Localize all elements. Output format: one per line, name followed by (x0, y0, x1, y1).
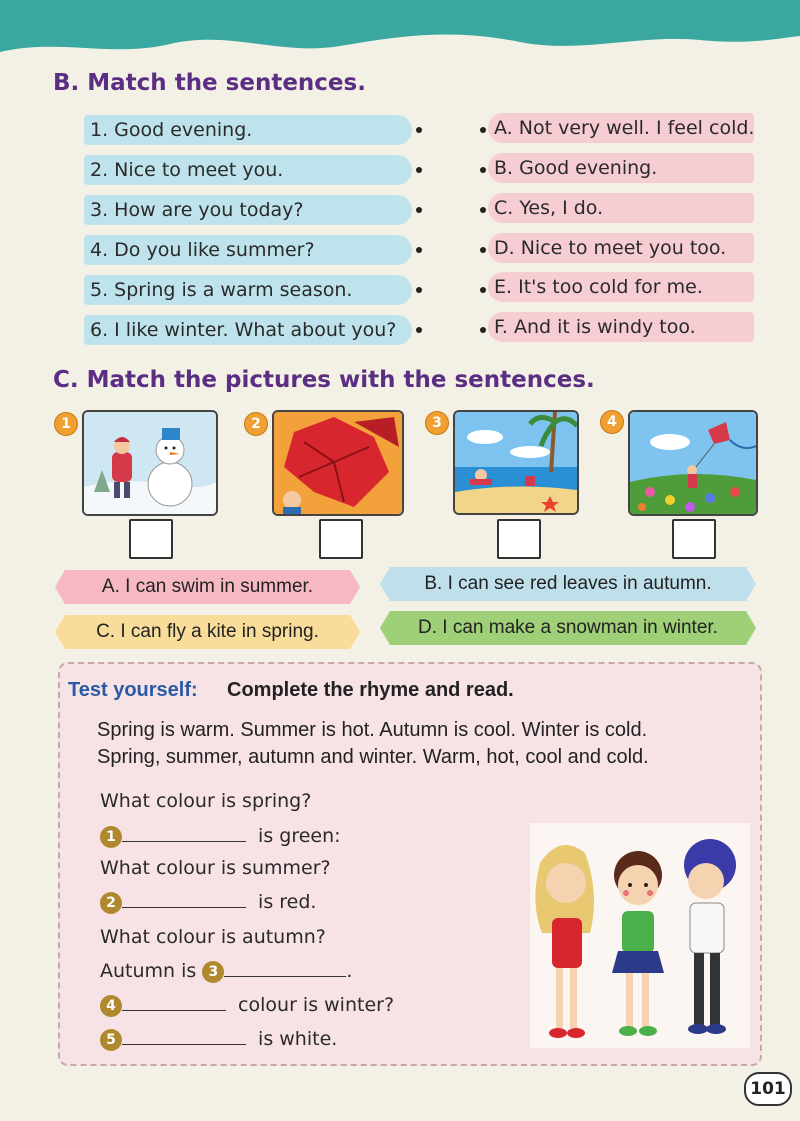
sentence-a: A. I can swim in summer. (101, 576, 314, 597)
match-dot-right[interactable] (480, 247, 486, 253)
kite-picture (628, 410, 758, 516)
sentence-c: C. I can fly a kite in spring. (96, 621, 319, 642)
match-left-item: 5. Spring is a warm season. (84, 275, 412, 305)
section-c-heading: C. Match the pictures with the sentences. (53, 367, 595, 393)
blank-2[interactable] (122, 891, 246, 908)
test-instruction: Complete the rhyme and read. (227, 679, 514, 701)
match-left-item: 6. I like winter. What about you? (84, 315, 412, 345)
match-dot-left[interactable] (416, 207, 422, 213)
match-left-item: 4. Do you like summer? (84, 235, 412, 265)
answer-3-post: . (346, 960, 353, 982)
blank-number-3: 3 (202, 961, 224, 983)
picture-number-1: 1 (54, 412, 78, 436)
answer-2-text: is red. (258, 891, 317, 913)
answer-1-text: is green: (258, 825, 341, 847)
rhyme-line-1: Spring is warm. Summer is hot. Autumn is cool. Winter is cold. (97, 719, 648, 741)
match-dot-right[interactable] (480, 327, 486, 333)
match-dot-right[interactable] (480, 287, 486, 293)
blank-number-1: 1 (100, 826, 122, 848)
picture-number-2: 2 (244, 412, 268, 436)
rhyme-line-2: Spring, summer, autumn and winter. Warm, hot, cool and cold. (97, 746, 649, 768)
match-dot-left[interactable] (416, 287, 422, 293)
page-number: 101 (744, 1072, 792, 1106)
blank-1[interactable] (122, 825, 246, 842)
children-illustration (530, 823, 750, 1048)
sentence-d: D. I can make a snowman in winter. (418, 617, 718, 638)
match-dot-left[interactable] (416, 127, 422, 133)
question-summer: What colour is summer? (100, 857, 331, 879)
blank-5[interactable] (122, 1028, 246, 1045)
answer-5-text: is white. (258, 1028, 338, 1050)
answer-4-text: colour is winter? (238, 994, 395, 1016)
blank-3[interactable] (224, 960, 346, 977)
question-autumn: What colour is autumn? (100, 926, 326, 948)
blank-number-4: 4 (100, 995, 122, 1017)
sentence-b: B. I can see red leaves in autumn. (424, 573, 712, 594)
answer-line-1 (100, 825, 341, 848)
answer-box-3[interactable] (497, 519, 541, 559)
red-leaves-picture (272, 410, 404, 516)
match-right-item: D. Nice to meet you too. (488, 233, 754, 263)
match-dot-right[interactable] (480, 127, 486, 133)
section-b-heading: B. Match the sentences. (53, 70, 366, 96)
match-left-item: 2. Nice to meet you. (84, 155, 412, 185)
blank-number-2: 2 (100, 892, 122, 914)
match-dot-right[interactable] (480, 167, 486, 173)
blank-number-5: 5 (100, 1029, 122, 1051)
answer-line-4 (100, 994, 394, 1017)
match-right-item: E. It's too cold for me. (488, 272, 754, 302)
question-spring: What colour is spring? (100, 790, 312, 812)
blank-4[interactable] (122, 994, 226, 1011)
match-left-item: 3. How are you today? (84, 195, 412, 225)
answer-box-2[interactable] (319, 519, 363, 559)
answer-line-2 (100, 891, 316, 914)
match-right-item: B. Good evening. (488, 153, 754, 183)
match-dot-left[interactable] (416, 327, 422, 333)
answer-box-1[interactable] (129, 519, 173, 559)
top-banner-decoration (0, 0, 800, 70)
match-left-item: 1. Good evening. (84, 115, 412, 145)
answer-line-5 (100, 1028, 337, 1051)
match-right-item: C. Yes, I do. (488, 193, 754, 223)
answer-3-pre: Autumn is (100, 960, 197, 982)
snowman-picture (82, 410, 218, 516)
match-dot-left[interactable] (416, 247, 422, 253)
picture-number-4: 4 (600, 410, 624, 434)
match-dot-right[interactable] (480, 207, 486, 213)
test-yourself-title: Test yourself: (68, 679, 198, 701)
match-dot-left[interactable] (416, 167, 422, 173)
picture-number-3: 3 (425, 411, 449, 435)
beach-picture (453, 410, 579, 515)
answer-box-4[interactable] (672, 519, 716, 559)
answer-line-3 (100, 960, 352, 983)
match-right-item: F. And it is windy too. (488, 312, 754, 342)
match-right-item: A. Not very well. I feel cold. (488, 113, 754, 143)
